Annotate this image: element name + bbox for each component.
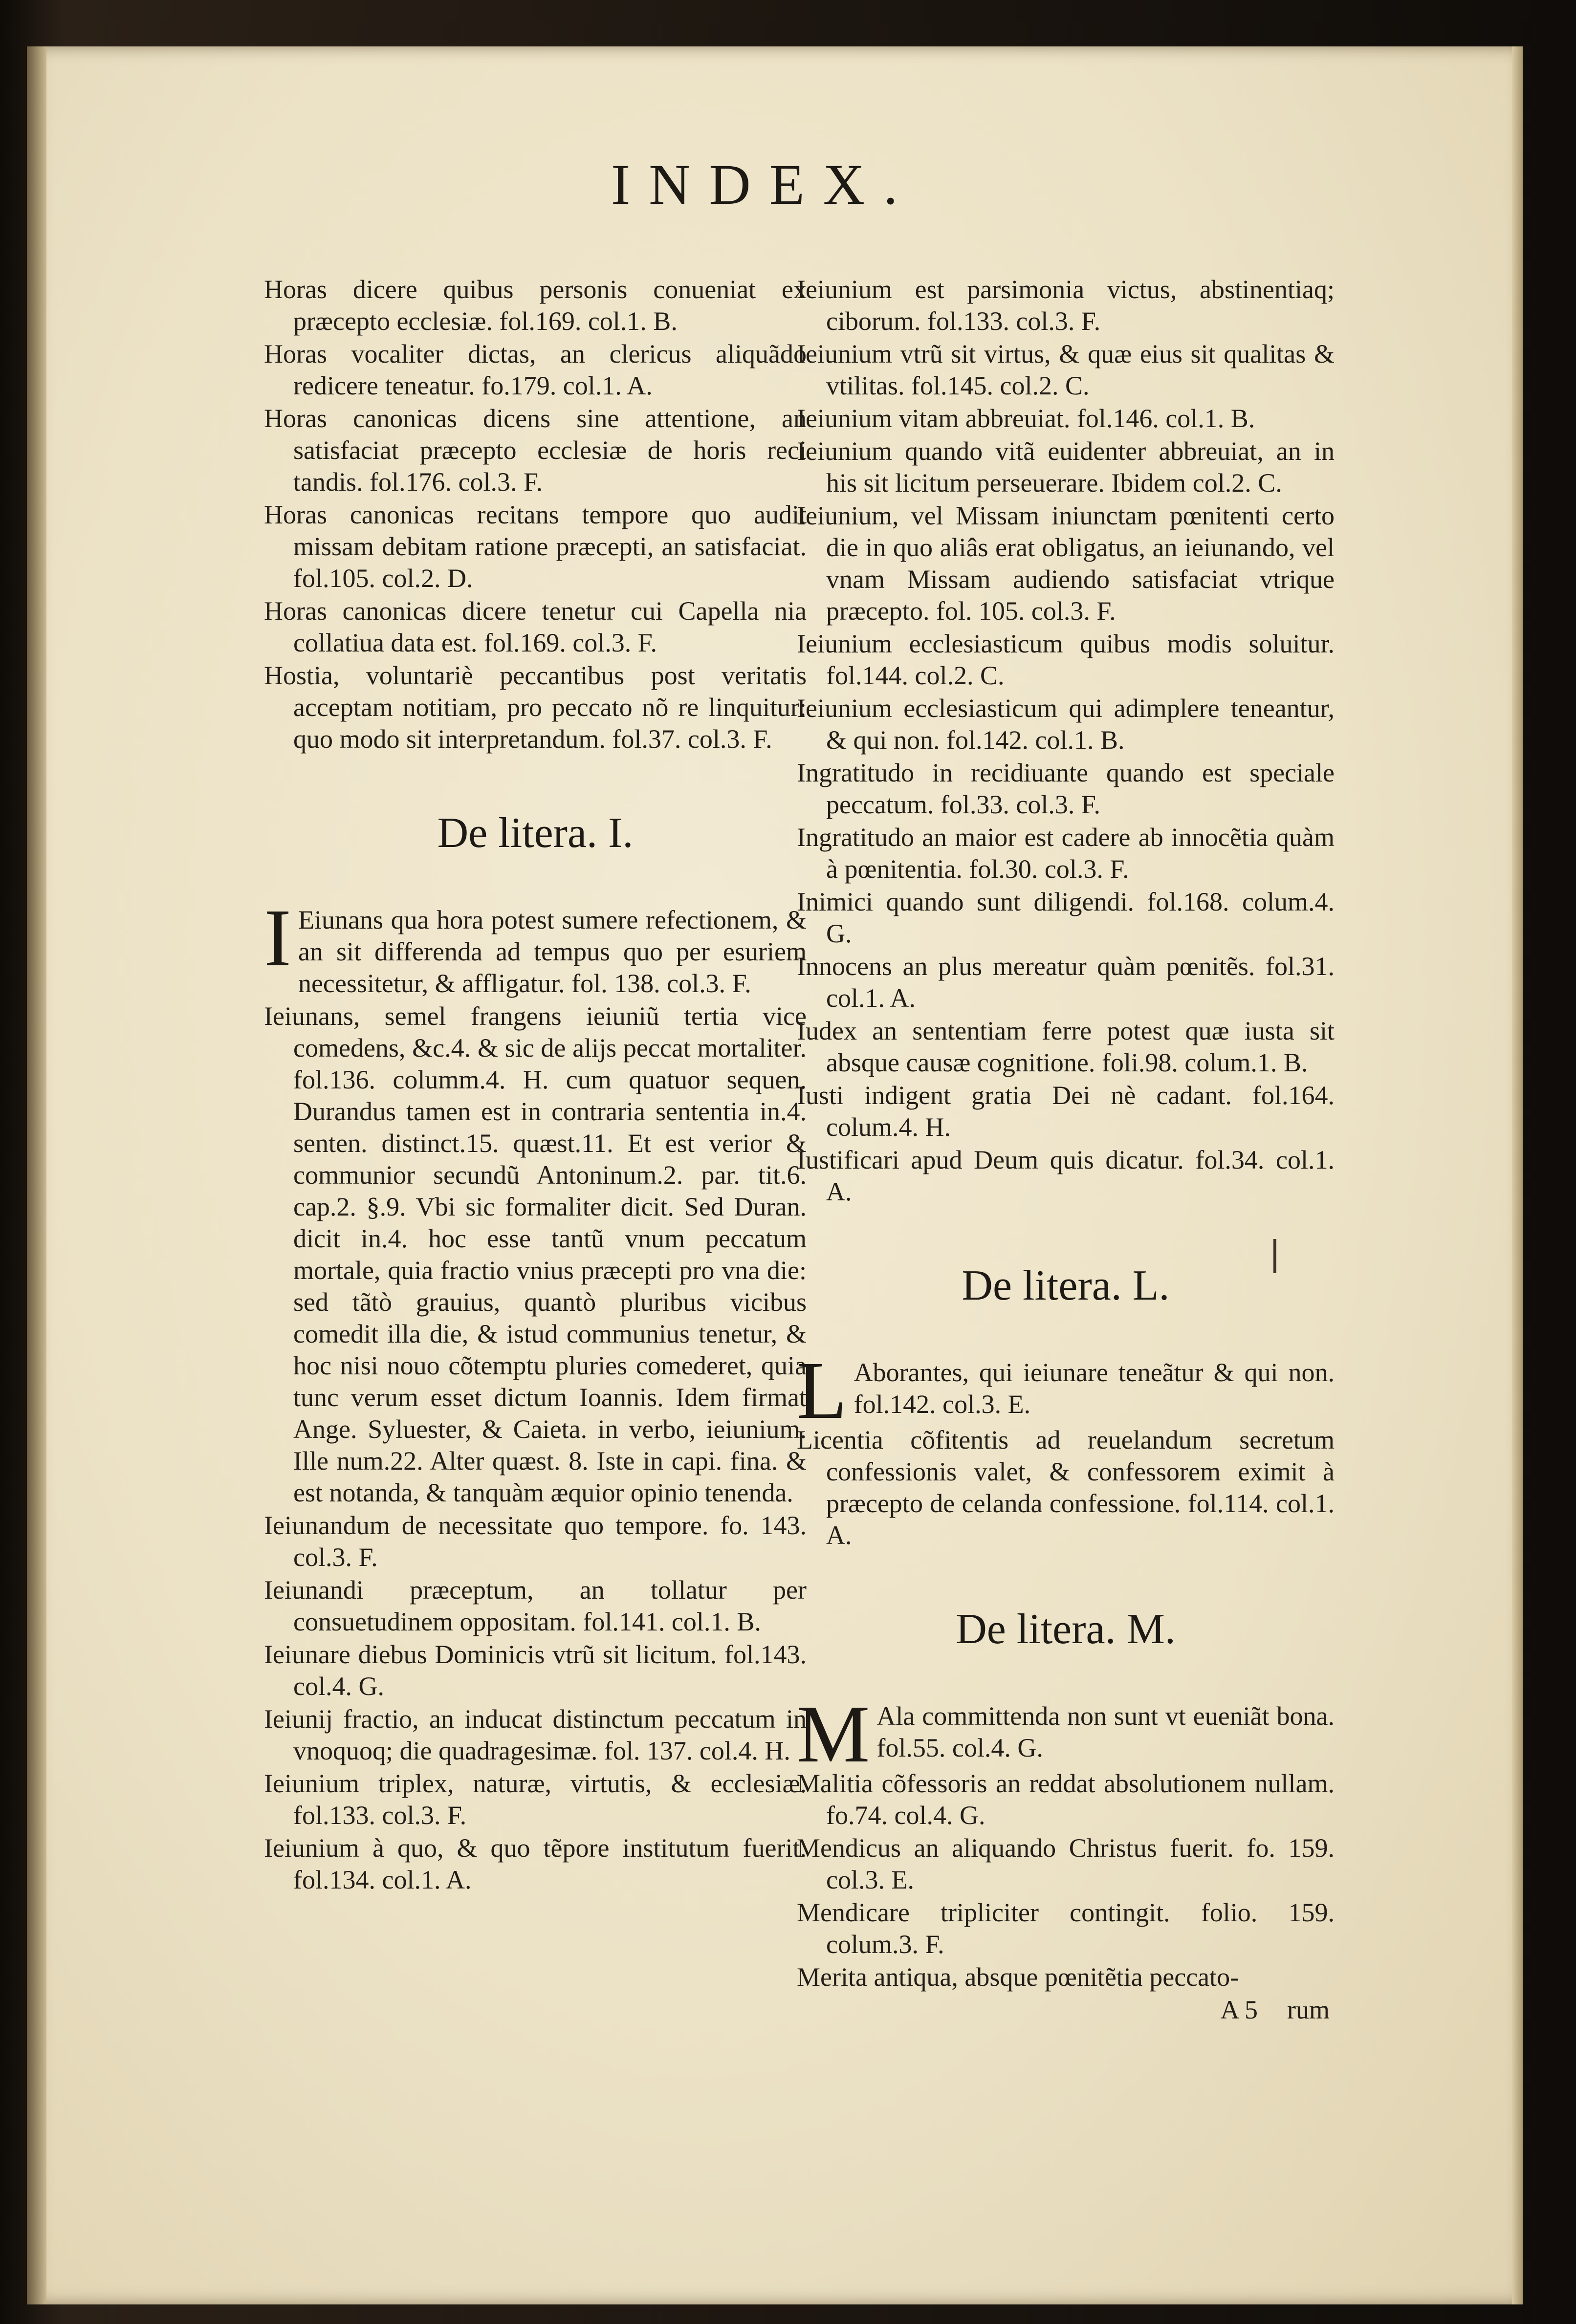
- index-entry: Ieiunandi præceptum, an tollatur per consuetudinem oppositam. fol.141. col.1. B.: [264, 1575, 807, 1636]
- dropcap-letter: I: [264, 892, 291, 983]
- index-entry: Innocens an plus mereatur quàm pœnitẽs. fol.31. col.1. A.: [797, 952, 1335, 1013]
- section-heading-l: De litera. L.: [962, 1262, 1170, 1309]
- index-entry: Horas canonicas dicere tenetur cui Capella nia collatiua data est. fol.169. col.3. F.: [264, 596, 807, 657]
- page-edge: [1512, 46, 1523, 2304]
- page-header-title: INDEX.: [611, 152, 917, 217]
- index-entry: Horas canonicas recitans tempore quo audit missam debitam ratione præcepti, an satisfaciat. fol.105. col.2. D.: [264, 500, 807, 593]
- index-entry: Horas dicere quibus personis conueniat ex præcepto ecclesiæ. fol.169. col.1. B.: [264, 275, 807, 336]
- index-entry: Ieiunij fractio, an inducat distinctum peccatum in vnoquoq; die quadragesimæ. fol. 137. col.4. H.: [264, 1704, 807, 1765]
- index-entry: Ieiunium vtrũ sit virtus, & quæ eius sit qualitas & vtilitas. fol.145. col.2. C.: [797, 339, 1335, 400]
- catchword: rum: [1287, 1995, 1330, 2024]
- page-footer: [797, 1994, 1335, 2026]
- index-entry: Ieiunium, vel Missam iniunctam pœnitenti certo die in quo aliâs erat obligatus, an ieiunando, vel vnam Missam audiendo satisfaciat vtrique præcepto. fol. 105. col.3. F.: [797, 501, 1335, 626]
- index-entry: Ingratitudo in recidiuante quando est speciale peccatum. fol.33. col.3. F.: [797, 758, 1335, 819]
- index-entry: Hostia, voluntariè peccantibus post veritatis acceptam notitiam, pro peccato nõ re linquitur: quo modo sit interpretandum. fol.37. col.3. F.: [264, 661, 807, 754]
- index-entry: Ieiunium vitam abbreuiat. fol.146. col.1. B.: [797, 404, 1255, 433]
- dropcap-letter: L: [797, 1345, 847, 1436]
- index-entry: Iudex an sententiam ferre potest quæ iusta sit absque causæ cognitione. foli.98. colum.1. B.: [797, 1016, 1335, 1077]
- index-entry: Ieiunium ecclesiasticum quibus modis soluitur. fol.144. col.2. C.: [797, 629, 1335, 690]
- index-entry: Licentia cõfitentis ad reuelandum secretum confessionis valet, & confessorem eximit à præcepto de celanda confessione. fol.114. col.1. A.: [797, 1425, 1335, 1550]
- index-entry: Ieiunandum de necessitate quo tempore. fo. 143. col.3. F.: [264, 1511, 807, 1572]
- index-entry: Horas canonicas dicens sine attentione, an satisfaciat præcepto ecclesiæ de horis reci tandis. fol.176. col.3. F.: [264, 404, 807, 497]
- index-entry: Malitia cõfessoris an reddat absolutionem nullam. fo.74. col.4. G.: [797, 1769, 1335, 1830]
- right-column: [797, 274, 1335, 2026]
- left-column: [264, 274, 807, 1897]
- index-entry: Inimici quando sunt diligendi. fol.168. colum.4. G.: [797, 887, 1335, 948]
- index-entry: Ala committenda non sunt vt eueniãt bona. fol.55. col.4. G.: [876, 1701, 1335, 1762]
- index-entry: Ingratitudo an maior est cadere ab innocẽtia quàm à pœnitentia. fol.30. col.3. F.: [797, 823, 1335, 884]
- index-entry: Aborantes, qui ieiunare teneãtur & qui non. fol.142. col.3. E.: [854, 1358, 1335, 1419]
- section-heading-m: De litera. M.: [956, 1606, 1176, 1653]
- dropcap-entry-i: [264, 892, 807, 1000]
- index-entry: Ieiunare diebus Dominicis vtrũ sit licitum. fol.143. col.4. G.: [264, 1640, 807, 1701]
- dropcap-entry-m: [797, 1689, 1335, 1780]
- marginal-ink-mark: [1273, 1239, 1276, 1273]
- index-entry: Iusti indigent gratia Dei nè cadant. fol.164. colum.4. H.: [797, 1081, 1335, 1142]
- index-entry: Horas vocaliter dictas, an clericus aliquãdo redicere teneatur. fo.179. col.1. A.: [264, 339, 807, 400]
- index-entry: Ieiunans, semel frangens ieiuniũ tertia vice comedens, &c.4. & sic de alijs peccat mortaliter. fol.136. columm.4. H. cum quatuor sequen. Durandus tamen est in contraria sententia in.4. senten. distinct.15. quæst.11. Et est verior & communior secundũ Antoninum.2. par. tit.6. cap.2. §.9. Vbi sic formaliter dicit. Sed Duran. dicit in.4. hoc esse tantũ vnum peccatum mortale, quia fractio vnius præcepti pro vna die: sed tãtò grauius, quantò pluribus vicibus comedit illa die, & istud communius tenetur, & hoc nisi nouo cõtemptu pluries comederet, quia tunc verum esset dictum Ioannis. Idem firmat Ange. Syluester, & Caieta. in verbo, ieiunium. Ille num.22. Alter quæst. 8. Iste in capi. fina. & est notanda, & tanquàm æquior opinio tenenda.: [264, 1001, 807, 1507]
- page-gutter: [27, 46, 46, 2304]
- index-entry: Merita antiqua, absque pœnitẽtia peccato-: [797, 1962, 1239, 1992]
- index-entry: Eiunans qua hora potest sumere refectionem, & an sit differenda ad tempus quo per esuriem necessitetur, & affligatur. fol. 138. col.3. F.: [298, 905, 807, 998]
- index-entry: Ieiunium à quo, & quo tẽpore institutum fuerit. fol.134. col.1. A.: [264, 1833, 807, 1894]
- index-entry: Mendicare tripliciter contingit. folio. 159. colum.3. F.: [797, 1898, 1335, 1959]
- index-entry: Ieiunium quando vitã euidenter abbreuiat, an in his sit licitum perseuerare. Ibidem col.2. C.: [797, 436, 1335, 498]
- dropcap-entry-l: [797, 1345, 1335, 1436]
- index-entry: Ieiunium triplex, naturæ, virtutis, & ecclesiæ. fol.133. col.3. F.: [264, 1769, 807, 1830]
- index-entry: Iustificari apud Deum quis dicatur. fol.34. col.1. A.: [797, 1145, 1335, 1206]
- dropcap-letter: M: [797, 1689, 870, 1780]
- index-entry: Mendicus an aliquando Christus fuerit. fo. 159. col.3. E.: [797, 1833, 1335, 1894]
- signature-mark: A 5: [1220, 1995, 1258, 2024]
- index-entry: Ieiunium ecclesiasticum qui adimplere teneantur, & qui non. fol.142. col.1. B.: [797, 694, 1335, 755]
- index-entry: Ieiunium est parsimonia victus, abstinentiaq; ciborum. fol.133. col.3. F.: [797, 275, 1335, 336]
- section-heading-i: De litera. I.: [437, 809, 634, 857]
